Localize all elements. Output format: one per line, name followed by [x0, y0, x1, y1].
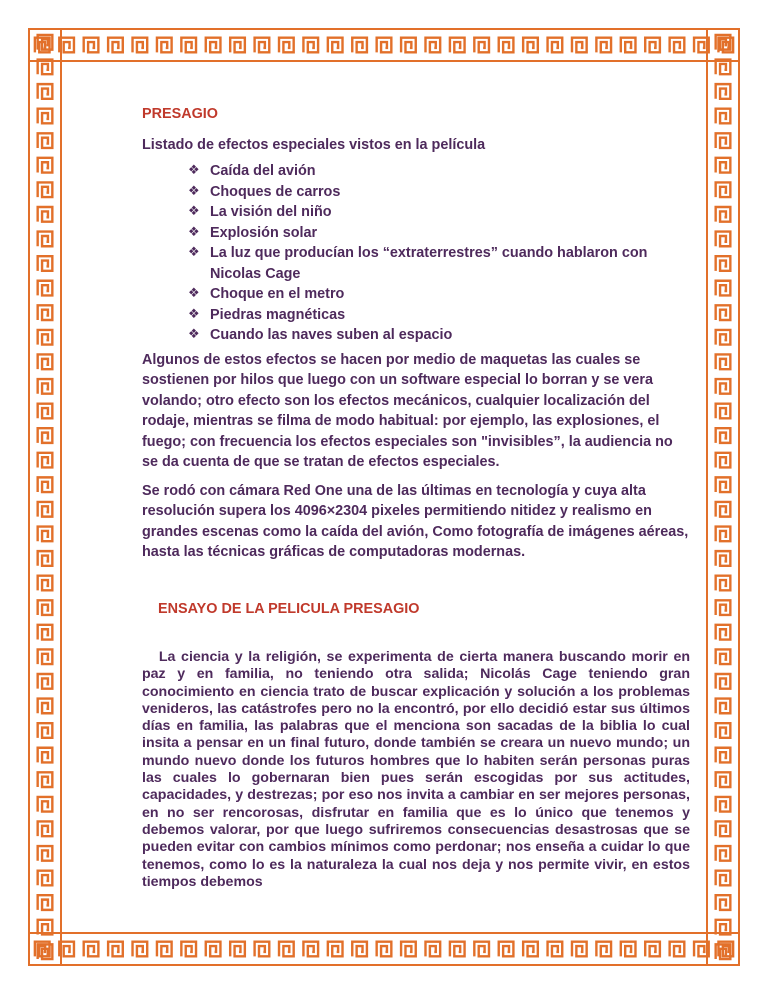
list-item: ❖ Caída del avión [188, 161, 690, 182]
greek-key-border-bottom-icon [28, 932, 740, 966]
camera-paragraph: Se rodó con cámara Red One una de las últimas en tecnología y cuya alta resolución supera los 4096×2304 pixeles permitiendo nitidez y realismo en grandes escenas como la caída del avión, Como fotografía de imágenes aéreas, hasta las técnicas gráficas de computadoras modernas. [142, 482, 689, 560]
diamond-bullet-icon: ❖ [188, 245, 200, 260]
diamond-bullet-icon: ❖ [188, 224, 200, 240]
document-title: PRESAGIO [142, 106, 218, 122]
list-item: ❖ La luz que producían los “extraterrestres” cuando hablaron con Nicolas Cage [188, 245, 648, 282]
diamond-bullet-icon: ❖ [188, 286, 200, 301]
greek-key-border-right-icon [706, 28, 740, 966]
effects-list-heading: Listado de efectos especiales vistos en la película [142, 136, 486, 153]
document-body [142, 104, 690, 891]
list-item: ❖ Explosión solar [188, 223, 690, 244]
essay-title: ENSAYO DE LA PELICULA PRESAGIO [158, 600, 420, 617]
diamond-bullet-icon: ❖ [188, 163, 200, 178]
diamond-bullet-icon: ❖ [188, 183, 200, 199]
list-item: ❖ Choque en el metro [188, 284, 690, 305]
essay-paragraph: La ciencia y la religión, se experimenta de cierta manera buscando morir en paz y en familia, no teniendo otra salida; Nicolás Cage teniendo gran conocimiento en ciencia trato de buscar explicación y solución a los problemas venideros, las catástrofes pero no la encontró, por ello decidió estar sus últimos días en familia, las palabras que el menciona son sacadas de la biblia lo cual insita a pensar en un final futuro, donde también se creara un nuevo mundo; un mundo nuevo donde los futuros hombres que lo habiten serán personas puras las cuales lo gobernaran bien pues serán escogidas por sus actitudes, capacidades, y destrezas; por eso nos invita a cambiar en ser mejores personas, en no ser rencorosas, disfrutar en familia que es lo único que tenemos y debemos valorar, por que luego sufriremos consecuencias desastrosas que se pueden evitar con cambios mínimos como perdonar; nos enseña a cuidar lo que tenemos, como lo es la naturaleza la cual nos deja y nos permite vivir, en estos tiempos debemos [142, 649, 691, 890]
diamond-bullet-icon: ❖ [188, 327, 200, 342]
list-item: ❖ La visión del niño [188, 202, 690, 223]
greek-key-border-left-icon [28, 28, 62, 966]
effects-paragraph: Algunos de estos efectos se hacen por medio de maquetas las cuales se sostienen por hilos que luego con un software especial lo borran y se vera volando; otro efecto son los efectos mecánicos, cualquier localización del rodaje, mientras se filma de modo habitual: por ejemplo, las explosiones, el fuego; con frecuencia los efectos especiales son "invisibles”, la audiencia no se da cuenta de que se tratan de efectos especiales. [142, 351, 673, 470]
list-item: ❖ Piedras magnéticas [188, 305, 690, 326]
diamond-bullet-icon: ❖ [188, 204, 200, 219]
list-item: ❖ Cuando las naves suben al espacio [188, 325, 690, 346]
greek-key-border-top-icon [28, 28, 740, 62]
diamond-bullet-icon: ❖ [188, 306, 200, 322]
list-item: ❖ Choques de carros [188, 182, 690, 203]
effects-list [142, 161, 690, 346]
